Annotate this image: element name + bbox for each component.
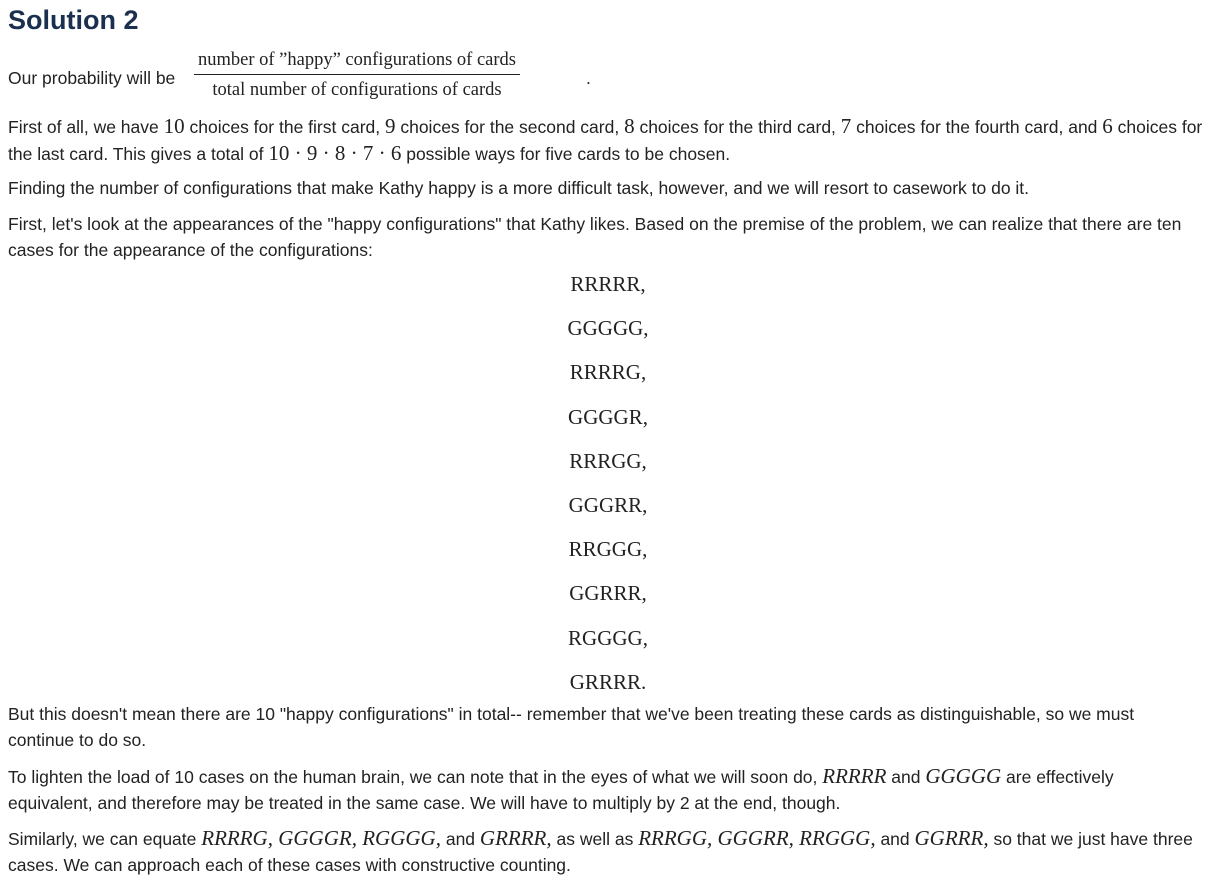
math-grrrr: GRRRR, — [479, 826, 552, 850]
paragraph-difficulty: Finding the number of configurations that make Kathy happy is a more difficult task, however, and we will resort to casework to do it. — [8, 178, 1030, 198]
probability-fraction — [194, 50, 520, 101]
paragraph-distinguishable: But this doesn't mean there are 10 "happy configurations" in total-- remember that we've been treating these cards as distinguishable, so we must continue to do so. — [8, 704, 1135, 750]
text-span: To lighten the load of 10 cases on the human brain, we can note that in the eyes of what we will soon do, — [8, 767, 823, 787]
math-ggrrr: GGRRR, — [914, 826, 989, 850]
case-item: RRGGG, — [568, 537, 648, 562]
text-span: choices for the first card, — [184, 117, 385, 137]
intro-prefix: Our probability will be — [8, 68, 176, 88]
text-span: choices for the second card, — [395, 117, 625, 137]
case-item: RGGGG, — [568, 625, 648, 650]
math-9: 9 — [384, 114, 396, 138]
math-group-a: RRRRG, GGGGR, RGGGG, — [201, 826, 441, 850]
math-10: 10 — [163, 114, 185, 138]
text-span: and — [440, 829, 480, 849]
text-span: First of all, we have — [8, 117, 164, 137]
case-item: RRRGG, — [569, 448, 647, 473]
case-list — [8, 270, 1208, 712]
math-rrrrr: RRRRR — [822, 764, 887, 788]
paragraph-equivalent — [8, 763, 1203, 816]
intro-suffix: . — [586, 68, 591, 88]
fraction-numerator: number of ”happy” configurations of cards — [194, 50, 520, 75]
case-item: GRRRR. — [569, 669, 647, 694]
math-8: 8 — [624, 114, 635, 138]
case-item: RRRRG, — [569, 360, 647, 385]
text-span: as well as — [551, 829, 639, 849]
text-span: choices for the fourth card, and — [851, 117, 1103, 137]
paragraph-choices — [8, 113, 1203, 167]
paragraph-three-cases — [8, 825, 1203, 878]
math-group-b: RRRGG, GGGRR, RRGGG, — [638, 826, 876, 850]
case-item: GGRRR, — [569, 581, 647, 606]
text-span: choices for the third card, — [634, 117, 841, 137]
text-span: and — [875, 829, 915, 849]
text-span: are effectively equivalent, and therefore may be treated in the same case. We will have to multiply by 2 at the end, though. — [8, 767, 1114, 813]
math-ggggg: GGGGG — [925, 764, 1002, 788]
case-item: GGGRR, — [568, 492, 648, 517]
text-span: possible ways for five cards to be chosen. — [401, 144, 731, 164]
fraction-denominator: total number of configurations of cards — [212, 80, 502, 100]
text-span: so that we just have three cases. We can approach each of these cases with constructive counting. — [8, 829, 1193, 875]
case-item: GGGGR, — [568, 404, 648, 429]
text-span: and — [886, 767, 926, 787]
text-span: choices for the last card. This gives a total of — [8, 117, 1203, 164]
case-item: RRRRR, — [570, 272, 646, 296]
math-product: 10 · 9 · 8 · 7 · 6 — [268, 141, 402, 165]
math-7: 7 — [840, 114, 852, 138]
text-span: Similarly, we can equate — [8, 829, 202, 849]
paragraph-appearances: First, let's look at the appearances of the "happy configurations" that Kathy likes. Based on the premise of the problem, we can realize that there are ten cases for the appearance of the configurations: — [8, 214, 1182, 260]
math-6: 6 — [1102, 114, 1113, 138]
case-item: GGGGG, — [567, 316, 649, 341]
solution-heading: Solution 2 — [8, 5, 139, 35]
